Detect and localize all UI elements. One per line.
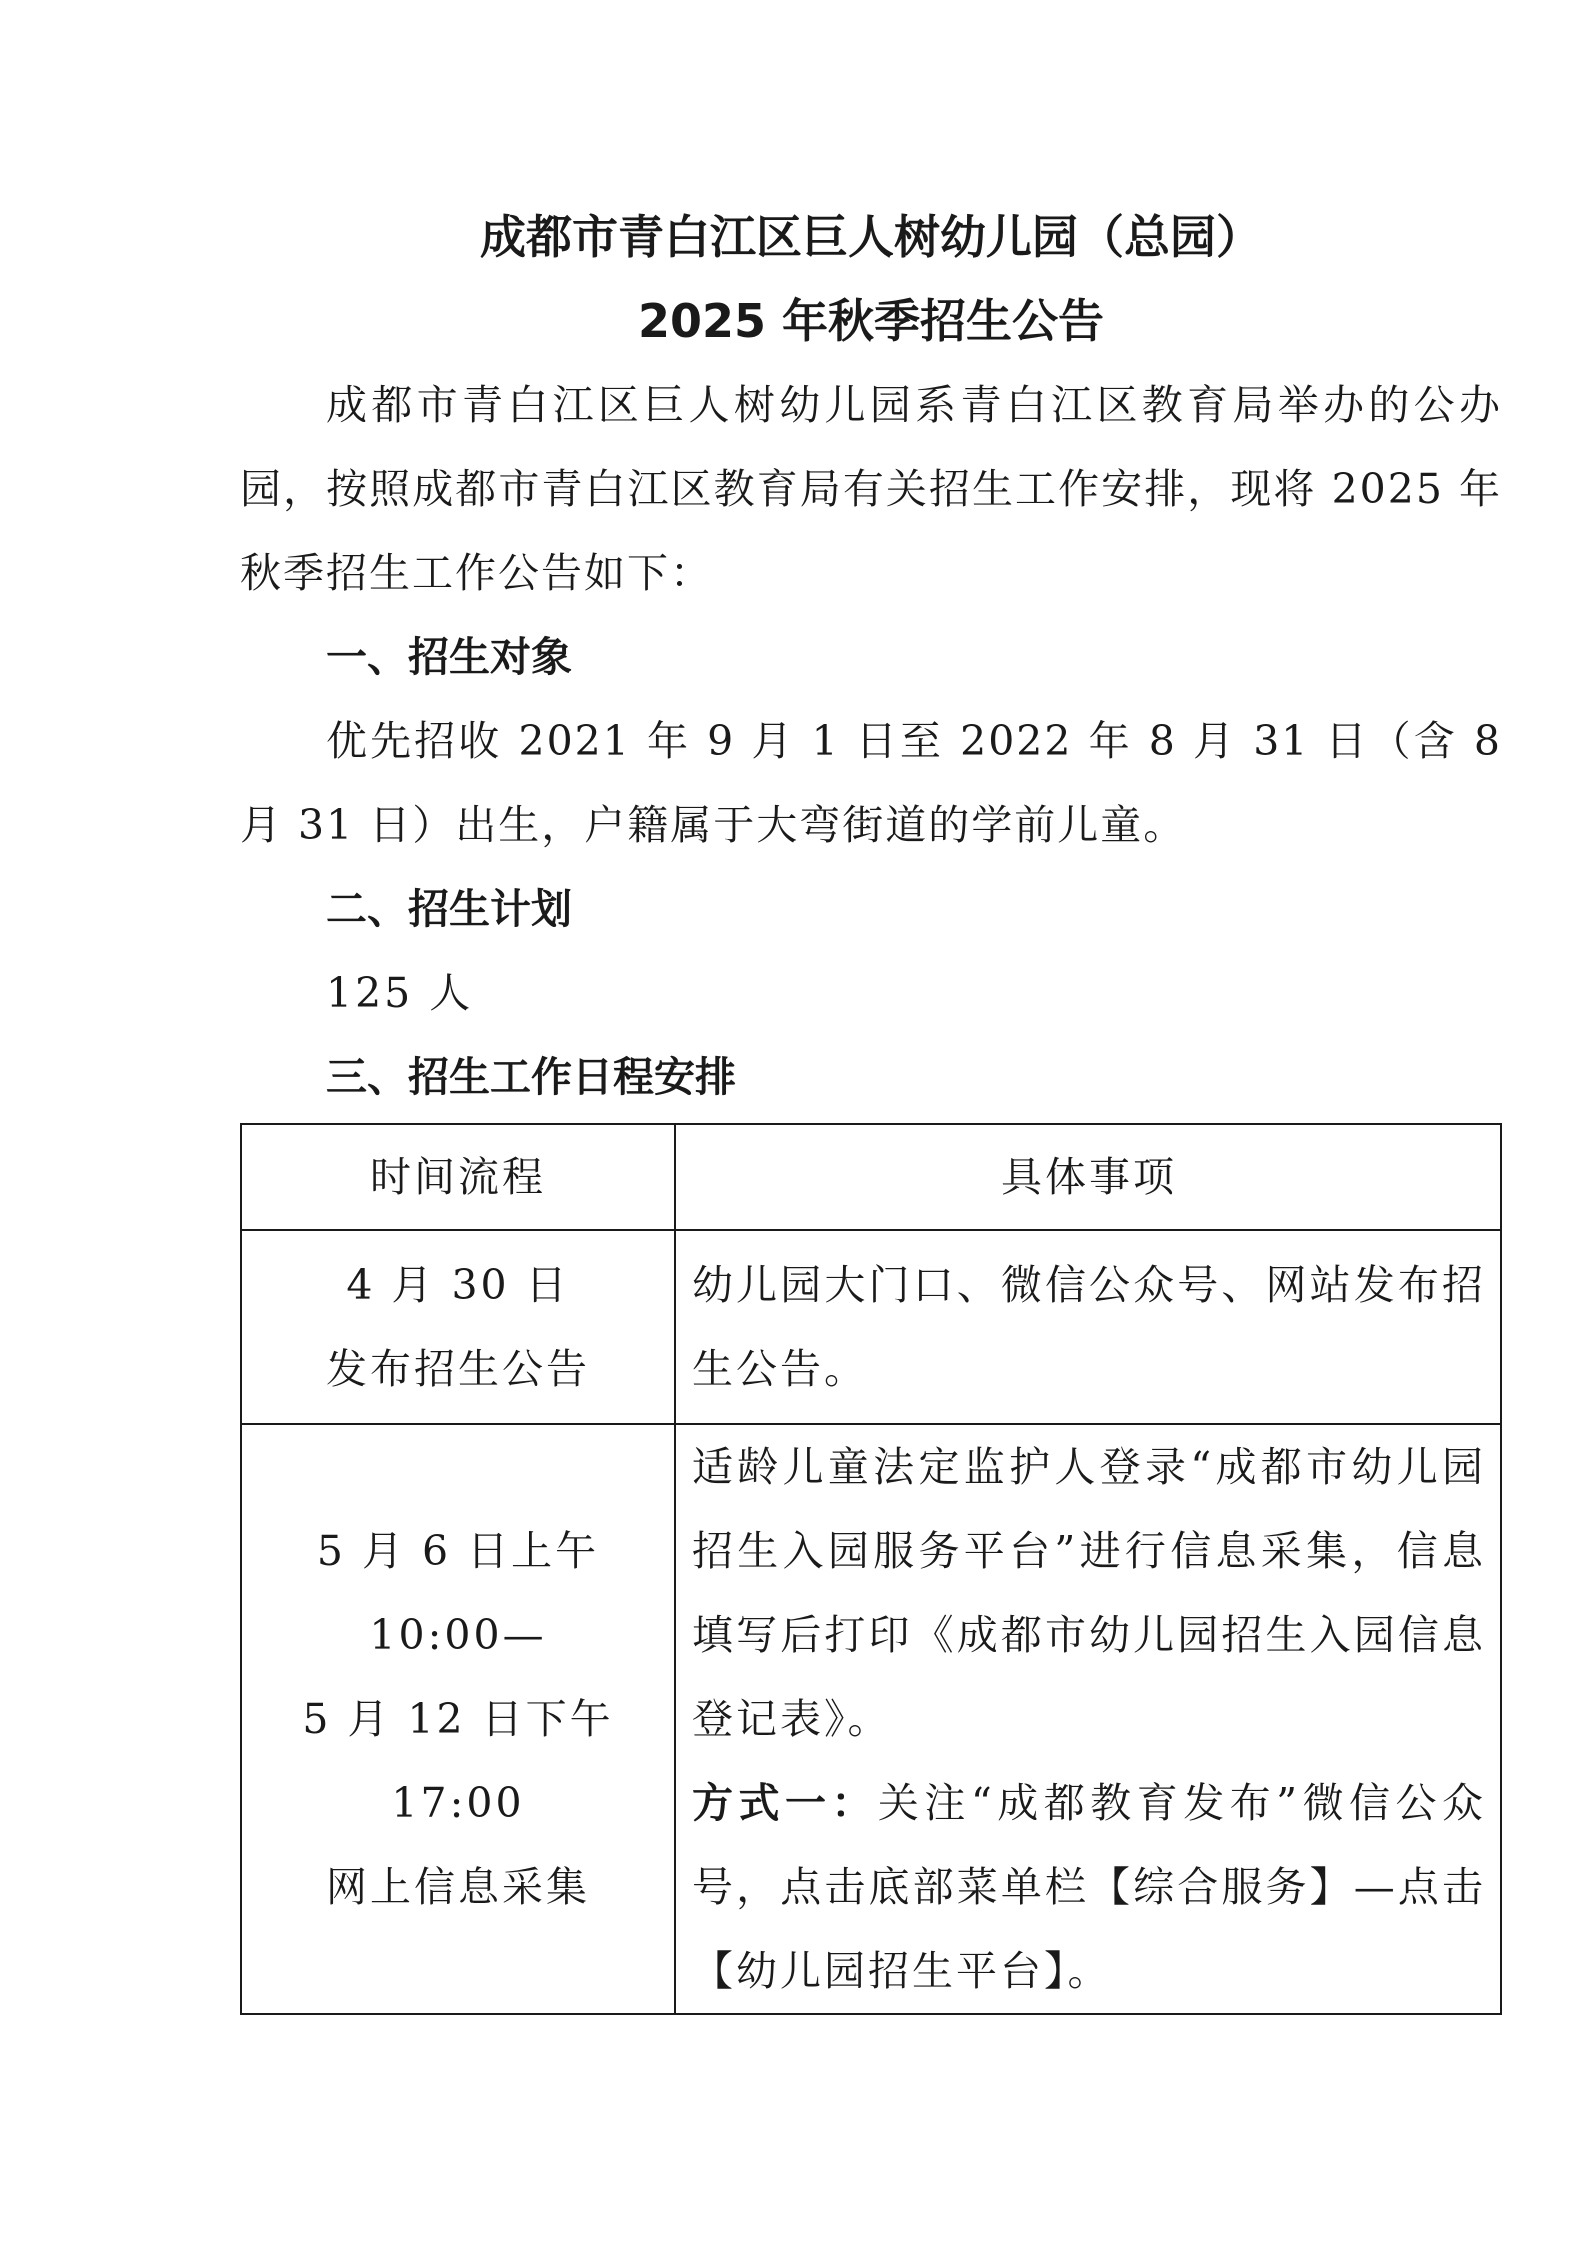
table-row [241,1424,1501,2014]
method-one [692,1761,1486,2013]
document-title [240,195,1502,363]
title-line-1: 成都市青白江区巨人树幼儿园（总园） [480,210,1262,264]
table-header-row [241,1124,1501,1230]
time-end: 5 月 12 日下午 17:00 [302,1695,614,1827]
method-text: 关注“成都教育发布”微信公众号，点击底部菜单栏【综合服务】—点击【幼儿园招生平台】。 [692,1779,1487,1995]
title-line-2: 2025 年秋季招生公告 [637,294,1105,348]
time-step: 网上信息采集 [326,1863,590,1911]
section-heading-enrollment-plan: 二、招生计划 [326,885,572,933]
document-page [240,195,1502,2015]
table-cell-time [241,1230,675,1424]
time-step: 发布招生公告 [326,1345,590,1393]
table-header-item: 具体事项 [675,1124,1501,1230]
section-heading-schedule: 三、招生工作日程安排 [326,1053,736,1101]
intro-paragraph: 成都市青白江区巨人树幼儿园系青白江区教育局举办的公办园，按照成都市青白江区教育局有关招生工作安排，现将 2025 年秋季招生工作公告如下： [240,381,1502,597]
item-description: 适龄儿童法定监护人登录“成都市幼儿园招生入园服务平台”进行信息采集，信息填写后打印《成都市幼儿园招生入园信息登记表》。 [692,1443,1486,1743]
table-cell-item [675,1424,1501,2014]
time-start: 5 月 6 日上午 10:00— [316,1527,600,1659]
enrollment-target-text: 优先招收 2021 年 9 月 1 日至 2022 年 8 月 31 日（含 8 月 31 日）出生，户籍属于大弯街道的学前儿童。 [240,717,1502,849]
schedule-table [240,1123,1502,2015]
table-row [241,1230,1501,1424]
method-label: 方式一： [692,1779,878,1827]
table-cell-item: 幼儿园大门口、微信公众号、网站发布招生公告。 [675,1230,1501,1424]
section-heading-enrollment-target: 一、招生对象 [326,633,572,681]
enrollment-plan-text: 125 人 [326,969,474,1017]
table-header-time: 时间流程 [241,1124,675,1230]
table-cell-time [241,1424,675,2014]
time-date: 4 月 30 日 [346,1261,570,1309]
